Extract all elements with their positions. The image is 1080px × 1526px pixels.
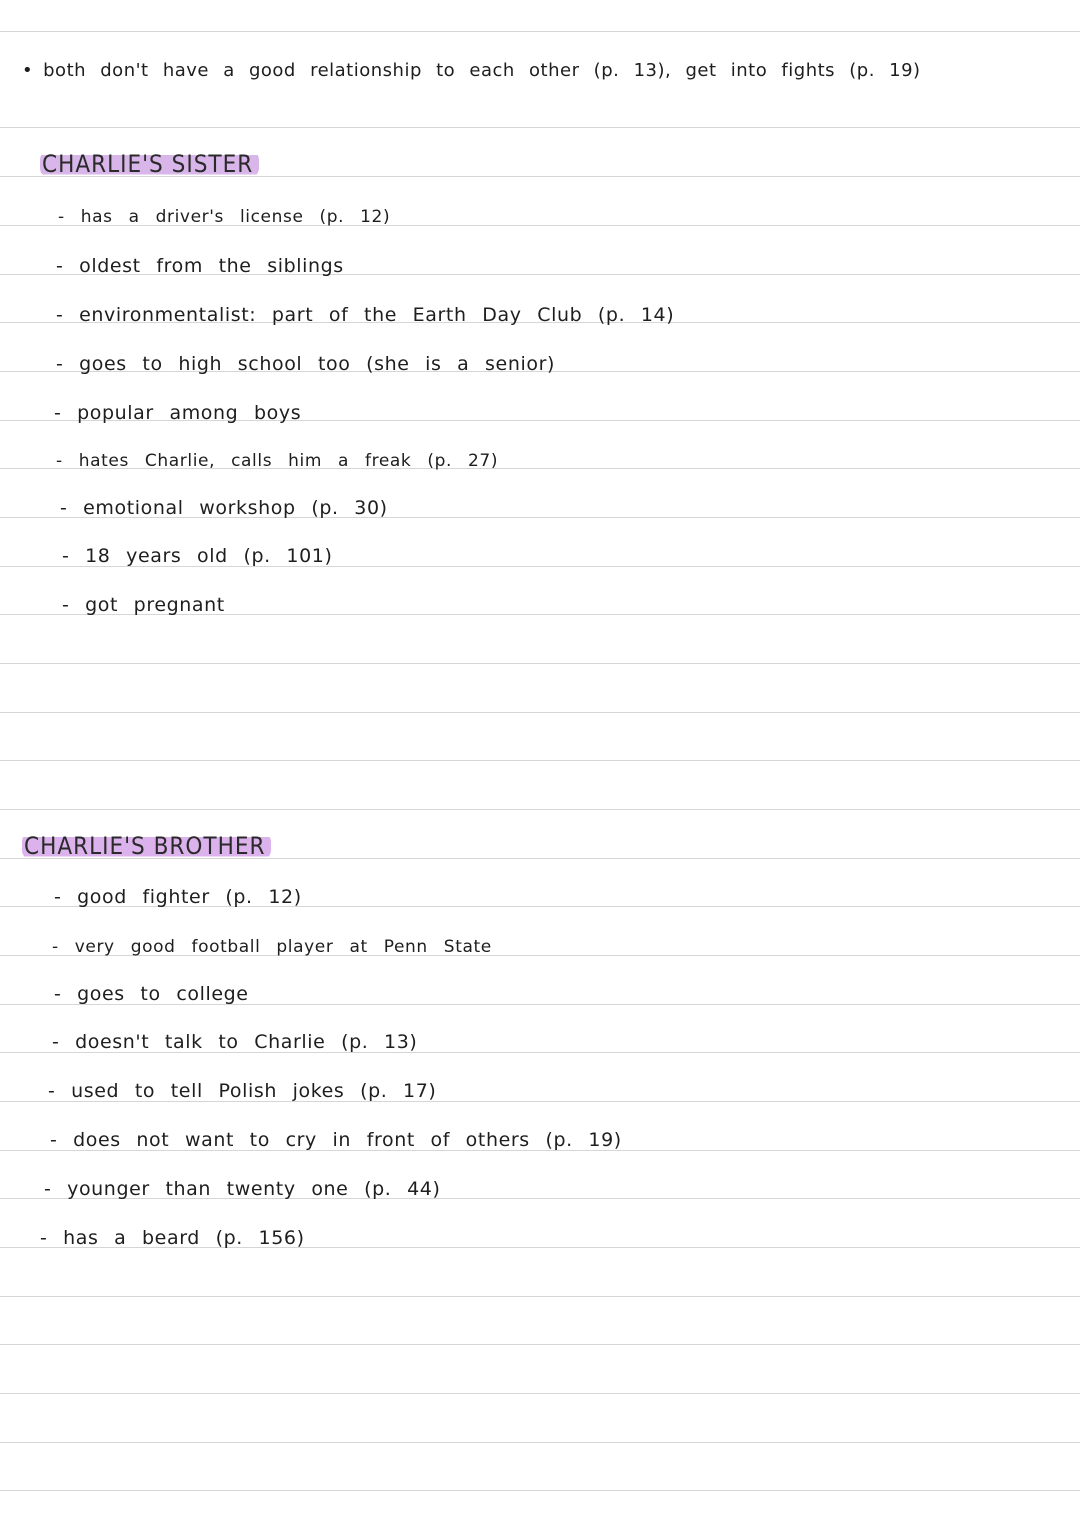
- ruled-line: [0, 809, 1080, 810]
- ruled-line: [0, 760, 1080, 761]
- sister-item: - popular among boys: [54, 402, 302, 424]
- intro-text: both don't have a good relationship to each other (p. 13), get into fights (p. 19): [43, 60, 921, 81]
- brother-item: - younger than twenty one (p. 44): [44, 1178, 441, 1200]
- ruled-line: [0, 712, 1080, 713]
- brother-item: - has a beard (p. 156): [40, 1227, 305, 1249]
- sister-item: - environmentalist: part of the Earth Day Club (p. 14): [56, 304, 675, 326]
- brother-heading: CHARLIE'S BROTHER: [22, 832, 271, 860]
- sister-item: - goes to high school too (she is a senior): [56, 353, 556, 375]
- sister-item: - got pregnant: [62, 594, 225, 616]
- sister-item: - emotional workshop (p. 30): [60, 497, 388, 519]
- brother-item: - good fighter (p. 12): [54, 886, 302, 908]
- sister-item: - has a driver's license (p. 12): [58, 207, 391, 227]
- brother-item: - very good football player at Penn State: [52, 937, 492, 957]
- sister-heading: CHARLIE'S SISTER: [40, 150, 259, 178]
- brother-item: - doesn't talk to Charlie (p. 13): [52, 1031, 418, 1053]
- ruled-line: [0, 1393, 1080, 1394]
- ruled-line: [0, 1490, 1080, 1491]
- ruled-line: [0, 1344, 1080, 1345]
- ruled-line: [0, 31, 1080, 32]
- sister-item: - 18 years old (p. 101): [62, 545, 333, 567]
- ruled-line: [0, 1442, 1080, 1443]
- sister-item: - hates Charlie, calls him a freak (p. 27): [56, 451, 499, 471]
- intro-line: [22, 60, 921, 81]
- ruled-line: [0, 663, 1080, 664]
- brother-item: - goes to college: [54, 983, 249, 1005]
- bullet-icon: •: [22, 60, 34, 81]
- ruled-line: [0, 1296, 1080, 1297]
- brother-item: - used to tell Polish jokes (p. 17): [48, 1080, 437, 1102]
- brother-item: - does not want to cry in front of others (p. 19): [50, 1129, 622, 1151]
- sister-item: - oldest from the siblings: [56, 255, 344, 277]
- ruled-line: [0, 127, 1080, 128]
